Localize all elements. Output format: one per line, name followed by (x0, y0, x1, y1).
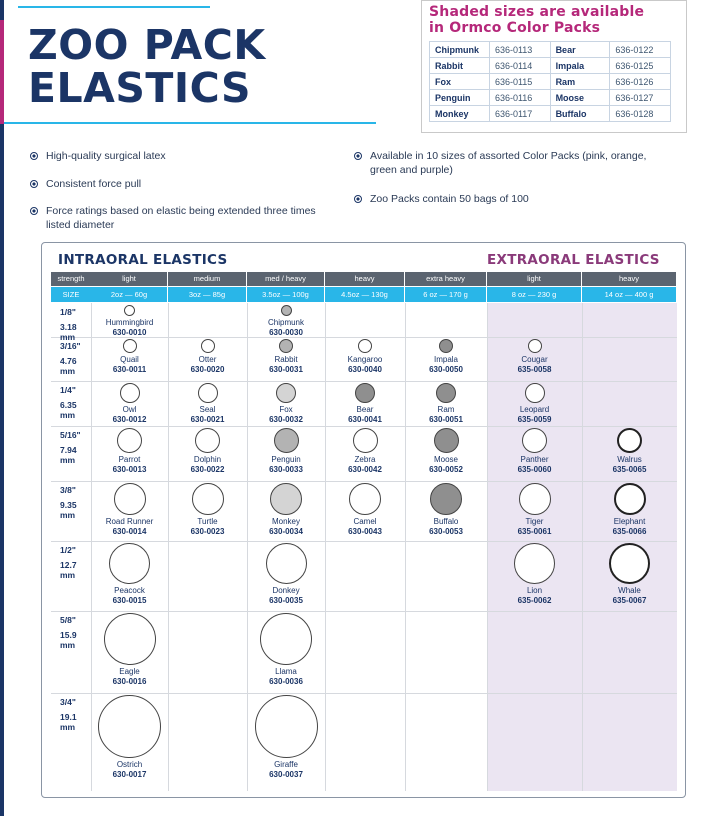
elastic-name: Giraffe (274, 760, 298, 769)
size-inches: 1/8" (60, 307, 76, 317)
page-title: ZOO PACK ELASTICS (28, 21, 266, 112)
elastic-cell (168, 339, 247, 374)
elastic-name: Hummingbird (105, 318, 154, 327)
elastic-code: 635-0065 (612, 464, 647, 474)
elastic-ring-icon (349, 483, 381, 515)
elastic-ring-icon (124, 305, 135, 316)
pack-code: 636-0126 (610, 74, 671, 90)
bullet-item: High-quality surgical latex (28, 149, 328, 163)
elastic-name: Penguin (271, 455, 301, 464)
row-divider (51, 426, 677, 427)
size-mm: 7.94 mm (60, 445, 77, 465)
title-underline (4, 122, 376, 124)
strength-cell: heavy (325, 272, 404, 286)
elastic-ring-icon (201, 339, 215, 353)
elastic-ring-icon (528, 339, 542, 353)
size-cell: 2oz — 60g (91, 287, 167, 302)
pack-code: 636-0117 (489, 106, 550, 122)
row-size-label (60, 697, 90, 732)
elastic-cell (487, 543, 582, 605)
strength-cell: med / heavy (247, 272, 324, 286)
elastic-code: 630-0041 (348, 414, 382, 424)
row-divider (51, 381, 677, 382)
elastic-code: 630-0017 (112, 769, 147, 779)
elastic-cell (247, 613, 325, 686)
elastic-ring-icon (109, 543, 150, 584)
pack-name: Bear (550, 42, 610, 58)
elastic-name: Buffalo (433, 517, 459, 526)
size-mm: 19.1 mm (60, 712, 77, 732)
strength-cell: medium (168, 272, 246, 286)
elastic-code: 630-0036 (269, 676, 303, 686)
elastic-code: 630-0031 (269, 364, 303, 374)
size-cell: 4.5oz — 130g (325, 287, 404, 302)
elastic-name: Fox (279, 405, 293, 414)
elastic-ring-icon (120, 383, 140, 403)
elastic-code: 635-0067 (612, 595, 647, 605)
extraoral-heading: EXTRAORAL ELASTICS (487, 252, 660, 268)
elastic-ring-icon (104, 613, 156, 665)
elastic-cell (247, 383, 325, 424)
elastic-ring-icon (353, 428, 378, 453)
elastic-name: Zebra (354, 455, 376, 464)
elastic-cell (91, 383, 168, 424)
elastic-ring-icon (525, 383, 545, 403)
bullet-item: Force ratings based on elastic being extended three times listed diameter (28, 204, 323, 232)
size-cell: 3.5oz — 100g (247, 287, 324, 302)
elastic-cell (487, 428, 582, 474)
pack-code: 636-0113 (489, 42, 550, 58)
elastic-ring-icon (266, 543, 307, 584)
elastic-code: 630-0012 (112, 414, 147, 424)
elastic-ring-icon (436, 383, 456, 403)
elastic-ring-icon (274, 428, 299, 453)
row-size-label (60, 430, 90, 465)
elastic-ring-icon (522, 428, 547, 453)
elastic-cell (91, 543, 168, 605)
elastic-cell (247, 483, 325, 536)
elastic-cell (487, 483, 582, 536)
column-divider (405, 303, 406, 791)
elastic-ring-icon (260, 613, 312, 665)
elastic-cell (91, 339, 168, 374)
bullet-item: Available in 10 sizes of assorted Color Packs (pink, orange, green and purple) (352, 149, 652, 177)
pack-code: 636-0115 (489, 74, 550, 90)
callout-title: Shaded sizes are available in Ormco Color Packs (429, 4, 645, 36)
size-cell: 6 oz — 170 g (405, 287, 486, 302)
elastic-name: Kangaroo (347, 355, 383, 364)
elastic-cell (91, 483, 168, 536)
size-inches: 3/16" (60, 341, 81, 351)
elastic-name: Rabbit (274, 355, 298, 364)
pack-code: 636-0128 (610, 106, 671, 122)
column-divider (325, 303, 326, 791)
elastic-ring-icon (270, 483, 302, 515)
elastic-cell (91, 428, 168, 474)
elastic-code: 635-0062 (517, 595, 552, 605)
elastic-cell (168, 483, 247, 536)
top-rule (18, 6, 210, 8)
elastic-ring-icon (279, 339, 293, 353)
elastic-cell (582, 428, 677, 474)
elastic-name: Ram (437, 405, 455, 414)
size-inches: 5/16" (60, 430, 81, 440)
elastic-name: Owl (122, 405, 137, 414)
row-divider (51, 541, 677, 542)
size-mm: 15.9 mm (60, 630, 77, 650)
elastic-code: 630-0042 (348, 464, 382, 474)
elastic-cell (405, 383, 487, 424)
elastic-code: 630-0034 (269, 526, 303, 536)
elastic-name: Ostrich (116, 760, 143, 769)
elastic-cell (487, 339, 582, 374)
elastic-code: 630-0030 (269, 327, 303, 337)
elastic-cell (325, 428, 405, 474)
size-mm: 9.35 mm (60, 500, 77, 520)
row-size-label (60, 341, 90, 376)
bullet-item: Zoo Packs contain 50 bags of 100 (352, 192, 652, 206)
row-size-label (60, 307, 90, 342)
color-pack-callout (421, 0, 687, 133)
elastic-cell (325, 339, 405, 374)
row-size-label (60, 485, 90, 520)
row-divider (51, 611, 677, 612)
elastic-ring-icon (439, 339, 453, 353)
bullet-item: Consistent force pull (28, 177, 328, 191)
elastic-cell (247, 428, 325, 474)
elastic-code: 635-0060 (517, 464, 552, 474)
pack-code: 636-0122 (610, 42, 671, 58)
pack-name: Buffalo (550, 106, 610, 122)
elastic-ring-icon (281, 305, 292, 316)
row-size-label (60, 615, 90, 650)
elastic-name: Dolphin (193, 455, 222, 464)
elastic-name: Chipmunk (267, 318, 304, 327)
elastic-cell (405, 428, 487, 474)
pack-code: 636-0116 (489, 90, 550, 106)
elastic-code: 630-0010 (112, 327, 147, 337)
elastic-ring-icon (114, 483, 146, 515)
strength-cell: heavy (582, 272, 676, 286)
elastic-name: Walrus (617, 455, 642, 464)
elastic-ring-icon (434, 428, 459, 453)
elastic-name: Turtle (197, 517, 218, 526)
elastic-ring-icon (519, 483, 551, 515)
row-size-label (60, 545, 90, 580)
elastic-name: Leopard (519, 405, 550, 414)
elastic-code: 630-0014 (112, 526, 147, 536)
elastic-code: 635-0058 (517, 364, 552, 374)
size-mm: 4.76 mm (60, 356, 77, 376)
row-divider (51, 337, 677, 338)
elastic-ring-icon (514, 543, 555, 584)
pack-code: 636-0127 (610, 90, 671, 106)
elastic-code: 630-0021 (190, 414, 225, 424)
callout-row (430, 58, 671, 74)
size-inches: 3/4" (60, 697, 76, 707)
elastic-name: Panther (520, 455, 549, 464)
callout-row (430, 74, 671, 90)
pack-name: Moose (550, 90, 610, 106)
elastic-cell (405, 339, 487, 374)
elastic-name: Bear (356, 405, 374, 414)
elastic-code: 630-0037 (269, 769, 303, 779)
size-mm: 6.35 mm (60, 400, 77, 420)
elastic-code: 630-0053 (429, 526, 463, 536)
elastic-name: Moose (433, 455, 458, 464)
row-size-label (60, 385, 90, 420)
title-accent-bar (0, 20, 4, 124)
elastic-cell (405, 483, 487, 536)
pack-code: 636-0114 (489, 58, 550, 74)
elastic-name: Road Runner (105, 517, 154, 526)
pack-name: Ram (550, 74, 610, 90)
elastic-cell (247, 543, 325, 605)
elastic-code: 630-0020 (190, 364, 225, 374)
elastic-code: 630-0035 (269, 595, 303, 605)
column-divider (168, 303, 169, 791)
elastic-ring-icon (276, 383, 296, 403)
row-divider (51, 481, 677, 482)
elastic-ring-icon (614, 483, 646, 515)
elastic-ring-icon (617, 428, 642, 453)
elastic-code: 630-0032 (269, 414, 303, 424)
elastic-name: Impala (433, 355, 458, 364)
elastic-code: 630-0022 (190, 464, 225, 474)
callout-row (430, 106, 671, 122)
strength-header: strength (51, 272, 91, 286)
elastic-cell (247, 339, 325, 374)
elastic-cell (91, 613, 168, 686)
elastic-ring-icon (609, 543, 650, 584)
size-mm: 3.18 mm (60, 322, 77, 342)
elastic-name: Cougar (521, 355, 548, 364)
pack-name: Fox (430, 74, 490, 90)
elastic-cell (91, 695, 168, 779)
pack-name: Impala (550, 58, 610, 74)
elastic-name: Elephant (613, 517, 646, 526)
elastic-code: 630-0051 (429, 414, 463, 424)
color-pack-table (429, 41, 671, 122)
elastic-name: Donkey (272, 586, 300, 595)
size-cell: 8 oz — 230 g (487, 287, 581, 302)
elastic-code: 630-0043 (348, 526, 382, 536)
elastic-ring-icon (198, 383, 218, 403)
size-inches: 1/2" (60, 545, 76, 555)
elastic-name: Whale (618, 586, 641, 595)
elastic-cell (325, 383, 405, 424)
elastic-code: 630-0015 (112, 595, 147, 605)
pack-name: Rabbit (430, 58, 490, 74)
elastic-cell (582, 483, 677, 536)
elastic-ring-icon (98, 695, 161, 758)
elastic-ring-icon (355, 383, 375, 403)
elastic-code: 630-0023 (190, 526, 225, 536)
elastic-code: 630-0033 (269, 464, 303, 474)
row-divider (51, 693, 677, 694)
strength-cell: light (91, 272, 167, 286)
callout-row (430, 42, 671, 58)
size-cell: 3oz — 85g (168, 287, 246, 302)
pack-name: Monkey (430, 106, 490, 122)
intraoral-heading: INTRAORAL ELASTICS (58, 252, 228, 268)
size-inches: 3/8" (60, 485, 76, 495)
elastic-ring-icon (117, 428, 142, 453)
elastic-ring-icon (358, 339, 372, 353)
elastic-cell (91, 305, 168, 337)
elastic-name: Camel (353, 517, 377, 526)
pack-code: 636-0125 (610, 58, 671, 74)
elastic-name: Tiger (525, 517, 544, 526)
elastic-name: Quail (120, 355, 139, 364)
elastic-cell (487, 383, 582, 424)
size-header: SIZE (51, 287, 91, 302)
pack-name: Chipmunk (430, 42, 490, 58)
elastic-cell (582, 543, 677, 605)
elastic-ring-icon (123, 339, 137, 353)
elastic-code: 630-0040 (348, 364, 382, 374)
elastic-cell (168, 428, 247, 474)
elastic-code: 635-0061 (517, 526, 552, 536)
elastic-code: 630-0016 (112, 676, 147, 686)
size-mm: 12.7 mm (60, 560, 77, 580)
elastic-code: 630-0013 (112, 464, 147, 474)
elastic-cell (325, 483, 405, 536)
pack-name: Penguin (430, 90, 490, 106)
elastic-name: Peacock (114, 586, 145, 595)
elastic-name: Eagle (119, 667, 140, 676)
elastic-code: 635-0059 (517, 414, 552, 424)
strength-cell: extra heavy (405, 272, 486, 286)
elastic-code: 635-0066 (612, 526, 647, 536)
elastic-name: Llama (275, 667, 297, 676)
elastic-ring-icon (195, 428, 220, 453)
elastic-code: 630-0050 (429, 364, 463, 374)
elastic-name: Lion (526, 586, 543, 595)
elastic-ring-icon (255, 695, 318, 758)
elastic-cell (168, 383, 247, 424)
elastic-name: Seal (199, 405, 216, 414)
elastic-code: 630-0011 (112, 364, 147, 374)
elastic-name: Parrot (118, 455, 141, 464)
strength-cell: light (487, 272, 581, 286)
elastic-ring-icon (192, 483, 224, 515)
elastic-cell (247, 695, 325, 779)
size-inches: 5/8" (60, 615, 76, 625)
callout-row (430, 90, 671, 106)
elastic-cell (247, 305, 325, 337)
elastic-code: 630-0052 (429, 464, 463, 474)
elastic-ring-icon (430, 483, 462, 515)
size-cell: 14 oz — 400 g (582, 287, 676, 302)
size-inches: 1/4" (60, 385, 76, 395)
elastic-name: Monkey (271, 517, 300, 526)
elastic-name: Otter (198, 355, 217, 364)
